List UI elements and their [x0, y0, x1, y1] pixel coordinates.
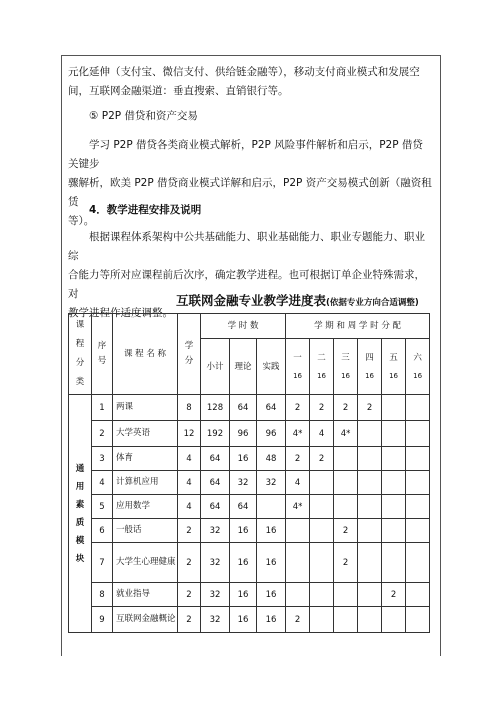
cell-term-1: 4*	[286, 495, 310, 519]
cell-term-2: 4	[310, 421, 334, 447]
header-hours-practice: 实践	[257, 339, 286, 395]
cell-theory: 16	[230, 607, 257, 633]
header-credits	[178, 314, 201, 395]
cell-term-4	[358, 421, 382, 447]
cell-total: 64	[201, 447, 230, 471]
cell-term-5	[382, 607, 406, 633]
cell-term-6	[406, 447, 430, 471]
cell-practice: 32	[257, 471, 286, 495]
cell-seq: 5	[92, 495, 113, 519]
cell-term-5: 2	[382, 583, 406, 607]
term-weeks: 16	[317, 371, 326, 380]
term-label: 三	[341, 352, 350, 363]
cell-term-2	[310, 471, 334, 495]
cell-term-4	[358, 607, 382, 633]
category-label: 通 用 素 质 模 块	[75, 463, 85, 564]
cell-practice: 64	[257, 395, 286, 421]
cell-term-3	[334, 447, 358, 471]
cell-term-1: 4	[286, 471, 310, 495]
cell-term-3	[334, 607, 358, 633]
paragraph-payment	[68, 63, 432, 101]
item-p2p-heading	[68, 107, 432, 126]
term-weeks: 16	[389, 371, 398, 380]
cell-practice	[257, 495, 286, 519]
cell-term-1: 2	[286, 395, 310, 421]
cell-term-3: 2	[334, 519, 358, 543]
cell-credits: 2	[178, 583, 201, 607]
text-line: 等）。	[68, 215, 95, 227]
header-seq-text: 序 号	[97, 341, 107, 366]
header-seq	[92, 314, 113, 395]
cell-term-3	[334, 471, 358, 495]
category-cell	[69, 395, 92, 633]
cell-course-name: 计算机应用	[113, 471, 178, 495]
cell-term-4	[358, 583, 382, 607]
cell-course-name: 一般话	[113, 519, 178, 543]
header-hours-total: 小计	[201, 339, 230, 395]
cell-term-2: 2	[310, 447, 334, 471]
cell-term-3	[334, 583, 358, 607]
table-row	[69, 447, 430, 471]
cell-practice: 16	[257, 583, 286, 607]
cell-theory: 16	[230, 519, 257, 543]
cell-term-5	[382, 519, 406, 543]
cell-theory: 32	[230, 471, 257, 495]
cell-practice: 48	[257, 447, 286, 471]
text-line: 间，互联网金融渠道：垂直搜索、直销银行等。	[68, 85, 289, 97]
term-weeks: 16	[413, 371, 423, 380]
cell-credits: 4	[178, 471, 201, 495]
table-row	[69, 607, 430, 633]
cell-term-5	[382, 421, 406, 447]
cell-term-2	[310, 583, 334, 607]
cell-term-6	[406, 421, 430, 447]
cell-term-2	[310, 543, 334, 583]
cell-term-1: 2	[286, 447, 310, 471]
cell-seq: 2	[92, 421, 113, 447]
cell-credits: 2	[178, 607, 201, 633]
cell-term-5	[382, 447, 406, 471]
table-row	[69, 583, 430, 607]
header-term-4	[358, 339, 382, 395]
header-term-6	[406, 339, 430, 395]
table-row	[69, 421, 430, 447]
text-line: 教学进程作适度调整。	[68, 307, 173, 319]
header-hours: 学 时 数	[201, 314, 286, 339]
cell-credits: 2	[178, 519, 201, 543]
header-term-3	[334, 339, 358, 395]
cell-seq: 4	[92, 471, 113, 495]
header-term-5	[382, 339, 406, 395]
cell-theory: 16	[230, 543, 257, 583]
cell-theory: 64	[230, 395, 257, 421]
cell-theory: 16	[230, 447, 257, 471]
cell-term-3: 2	[334, 395, 358, 421]
cell-seq: 7	[92, 543, 113, 583]
cell-term-5	[382, 495, 406, 519]
cell-term-1	[286, 583, 310, 607]
header-term-2	[310, 339, 334, 395]
cell-credits: 4	[178, 495, 201, 519]
cell-credits: 8	[178, 395, 201, 421]
cell-total: 192	[201, 421, 230, 447]
cell-term-5	[382, 543, 406, 583]
text-line: 学习 P2P 借贷各类商业模式解析，P2P 风险事件解析和启示，P2P 借贷关键步	[68, 139, 423, 170]
table-row	[69, 519, 430, 543]
cell-course-name: 互联网金融概论	[113, 607, 178, 633]
cell-total: 32	[201, 543, 230, 583]
text-line: 根据课程体系架构中公共基础能力、职业基础能力、职业专题能力、职业综	[68, 231, 425, 262]
header-category-text: 课 程 分 类	[75, 320, 85, 387]
cell-seq: 1	[92, 395, 113, 421]
header-term-1	[286, 339, 310, 395]
cell-term-4	[358, 471, 382, 495]
term-weeks: 16	[293, 371, 302, 380]
term-weeks: 16	[365, 371, 374, 380]
text-line: 合能力等所对应课程前后次序，确定教学进程。也可根据订单企业特殊需求，对	[68, 269, 425, 300]
cell-theory: 64	[230, 495, 257, 519]
cell-credits: 4	[178, 447, 201, 471]
cell-term-3: 2	[334, 543, 358, 583]
term-label: 五	[389, 352, 398, 363]
cell-term-6	[406, 583, 430, 607]
cell-term-6	[406, 495, 430, 519]
cell-term-3	[334, 495, 358, 519]
cell-term-4	[358, 495, 382, 519]
text-line: 4．教学进程安排及说明	[89, 204, 202, 216]
cell-term-1: 4*	[286, 421, 310, 447]
cell-total: 32	[201, 607, 230, 633]
term-label: 六	[413, 352, 422, 363]
cell-term-4: 2	[358, 395, 382, 421]
cell-total: 64	[201, 471, 230, 495]
cell-term-2: 2	[310, 395, 334, 421]
cell-total: 64	[201, 495, 230, 519]
cell-total: 128	[201, 395, 230, 421]
cell-seq: 8	[92, 583, 113, 607]
cell-practice: 96	[257, 421, 286, 447]
cell-seq: 3	[92, 447, 113, 471]
cell-term-3: 4*	[334, 421, 358, 447]
cell-term-5	[382, 471, 406, 495]
cell-term-5	[382, 395, 406, 421]
cell-term-6	[406, 471, 430, 495]
cell-term-4	[358, 543, 382, 583]
cell-seq: 9	[92, 607, 113, 633]
cell-course-name: 应用数学	[113, 495, 178, 519]
section-heading-4	[68, 201, 432, 220]
cell-term-4	[358, 447, 382, 471]
cell-credits: 12	[178, 421, 201, 447]
cell-course-name: 大学英语	[113, 421, 178, 447]
header-terms: 学 期 和 周 学 时 分 配	[286, 314, 430, 339]
cell-practice: 16	[257, 543, 286, 583]
table-row	[69, 471, 430, 495]
table-row	[69, 495, 430, 519]
cell-term-6	[406, 607, 430, 633]
cell-term-6	[406, 519, 430, 543]
text-line: ⑤ P2P 借贷和资产交易	[89, 110, 198, 122]
cell-theory: 16	[230, 583, 257, 607]
cell-theory: 96	[230, 421, 257, 447]
cell-term-4	[358, 519, 382, 543]
header-course-name: 课 程 名 称	[113, 314, 178, 395]
cell-seq: 6	[92, 519, 113, 543]
table-row	[69, 395, 430, 421]
cell-practice: 16	[257, 607, 286, 633]
term-label: 四	[365, 352, 374, 363]
cell-term-6	[406, 395, 430, 421]
table-title-main: 互联网金融专业教学进度表	[176, 293, 327, 308]
header-credits-text: 学 分	[184, 341, 194, 366]
cell-practice: 16	[257, 519, 286, 543]
cell-credits: 2	[178, 543, 201, 583]
header-hours-theory: 理论	[230, 339, 257, 395]
term-weeks: 16	[341, 371, 350, 380]
cell-term-2	[310, 607, 334, 633]
cell-course-name: 大学生心理健康	[113, 543, 178, 583]
text-line: 骤解析，欧美 P2P 借贷商业模式详解和启示，P2P 资产交易模式创新（融资租赁	[68, 177, 432, 208]
term-label: 二	[317, 352, 326, 363]
cell-term-1	[286, 543, 310, 583]
term-label: 一	[293, 352, 302, 363]
table-row	[69, 543, 430, 583]
header-category	[69, 314, 92, 395]
text-line: 元化延伸（支付宝、微信支付、供给链金融等），移动支付商业模式和发展空	[68, 66, 420, 78]
cell-course-name: 两课	[113, 395, 178, 421]
cell-term-2	[310, 495, 334, 519]
table-title	[176, 291, 419, 309]
cell-total: 32	[201, 519, 230, 543]
table-title-note: (依据专业方向合适调整)	[326, 298, 419, 308]
cell-term-1	[286, 519, 310, 543]
cell-term-2	[310, 519, 334, 543]
schedule-table	[68, 313, 430, 633]
cell-course-name: 体育	[113, 447, 178, 471]
cell-total: 32	[201, 583, 230, 607]
cell-course-name: 就业指导	[113, 583, 178, 607]
cell-term-1: 2	[286, 607, 310, 633]
cell-term-6	[406, 543, 430, 583]
